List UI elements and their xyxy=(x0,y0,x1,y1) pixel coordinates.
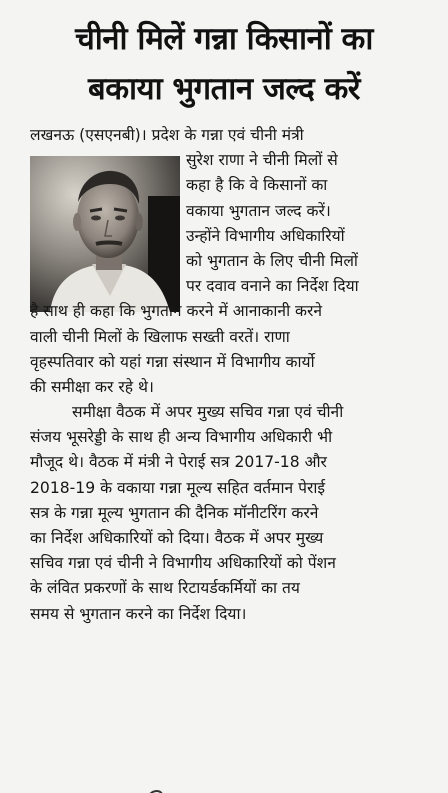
body-line: का निर्देश अधिकारियों को दिया। वैठक में अपर मुख्य xyxy=(30,529,324,547)
body-line: वाली चीनी मिलों के खिलाफ सख्ती वरतें। राणा xyxy=(30,327,290,346)
body-line: संजय भूसरेड्डी के साथ ही अन्य विभागीय अधिकारी भी xyxy=(30,428,333,447)
headline-line-2: बकाया भुगतान जल्द करें xyxy=(88,71,360,107)
cut-off-text-mark xyxy=(140,788,220,793)
body-line: सचिव गन्ना एवं चीनी ने विभागीय अधिकारियों को पेंशन xyxy=(30,554,336,573)
body-line: के लंवित प्रकरणों के साथ रिटायर्डकर्मियों का तय xyxy=(30,579,300,598)
body-line: लखनऊ (एसएनबी)। प्रदेश के गन्ना एवं चीनी मंत्री xyxy=(30,126,304,144)
body-line: समय से भुगतान करने का निर्देश दिया। xyxy=(30,604,247,623)
body-line: कहा है कि वे किसानों का xyxy=(186,176,328,195)
body-line: समीक्षा वैठक में अपर मुख्य सचिव गन्ना एवं चीनी xyxy=(72,403,344,422)
next-article-stub xyxy=(140,783,220,793)
body-line: पर दवाव वनाने का निर्देश दिया xyxy=(186,277,359,296)
headline-line-1: चीनी मिलें गन्ना किसानों का xyxy=(75,21,373,57)
article-body xyxy=(30,123,440,627)
body-line: को भुगतान के लिए चीनी मिलों xyxy=(186,251,358,270)
body-line: उन्होंने विभागीय अधिकारियों xyxy=(186,226,345,245)
body-line: की समीक्षा कर रहे थे। xyxy=(30,377,154,396)
body-line: सत्र के गन्ना मूल्य भुगतान की दैनिक मॉनीटरिंग करने xyxy=(30,503,319,522)
body-line: है साथ ही कहा कि भुगतान करने में आनाकानी करने xyxy=(30,302,323,321)
body-line: मौजूद थे। वैठक में मंत्री ने पेराई सत्र 2017-18 और xyxy=(30,453,327,472)
body-line: वृहस्पतिवार को यहां गन्ना संस्थान में विभागीय कार्यो xyxy=(30,352,315,371)
body-line: 2018-19 के वकाया गन्ना मूल्य सहित वर्तमान पेराई xyxy=(30,478,326,497)
body-line: सुरेश राणा ने चीनी मिलों से xyxy=(186,151,338,170)
body-line: वकाया भुगतान जल्द करें। xyxy=(186,201,331,220)
headline xyxy=(0,14,448,114)
